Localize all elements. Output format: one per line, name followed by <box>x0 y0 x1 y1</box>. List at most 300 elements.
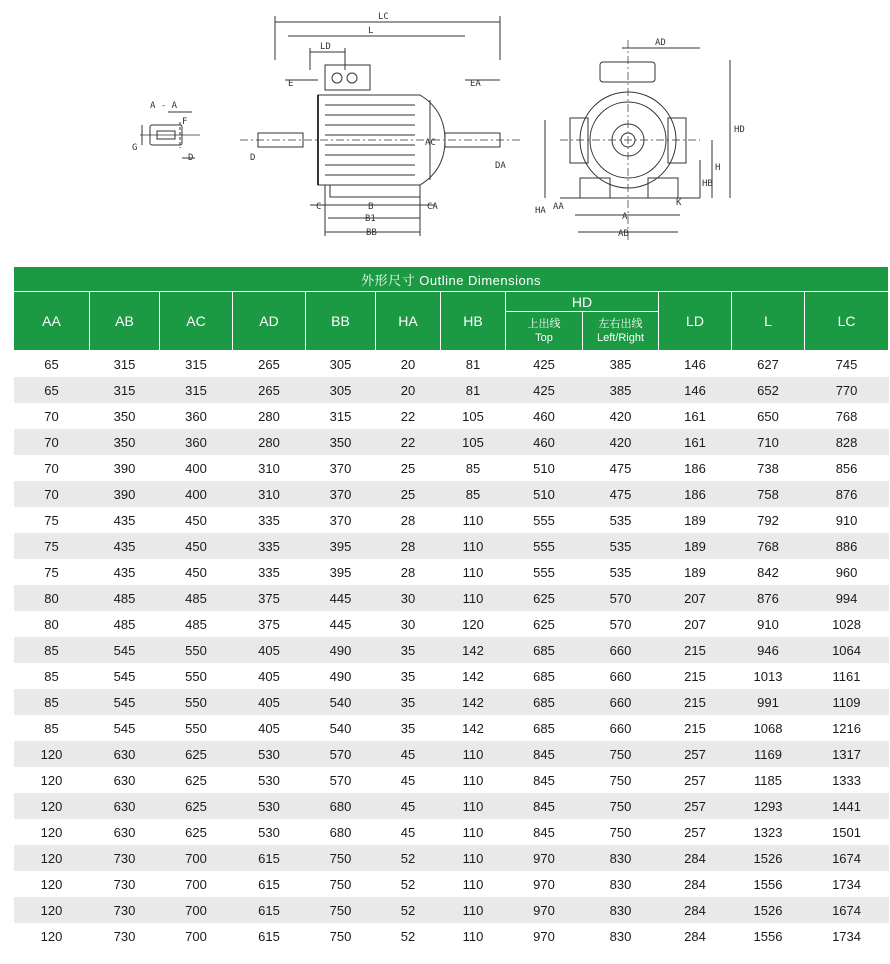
table-cell: 1185 <box>754 772 782 788</box>
motor-end-view <box>545 40 730 240</box>
table-cell: 70 <box>44 408 59 424</box>
table-cell: 75 <box>14 533 90 559</box>
table-cell: 360 <box>160 429 233 455</box>
table-cell: 490 <box>306 637 376 663</box>
table-cell: 315 <box>329 408 352 424</box>
table-cell: 540 <box>329 720 352 736</box>
table-cell: 700 <box>160 845 233 871</box>
table-cell: 758 <box>732 481 805 507</box>
table-cell: 257 <box>684 824 706 840</box>
dim-label-b1: B1 <box>365 214 376 224</box>
hd-side-cn: 左右出线 <box>598 318 643 330</box>
motor-side-view <box>240 16 520 236</box>
table-cell: 189 <box>684 512 706 528</box>
hd-top-cn: 上出线 <box>527 318 561 330</box>
table-cell: 110 <box>441 793 506 819</box>
table-cell: 660 <box>583 689 659 715</box>
table-cell: 52 <box>376 845 441 871</box>
col-subheader-hd-top <box>506 312 583 351</box>
table-cell: 475 <box>609 460 632 476</box>
dim-label-ea: EA <box>470 79 481 89</box>
table-cell: 946 <box>732 637 805 663</box>
table-cell: 110 <box>441 585 506 611</box>
table-cell: 65 <box>14 377 90 403</box>
table-cell: 1734 <box>832 928 861 944</box>
table-cell: 335 <box>233 533 306 559</box>
dim-label-h: H <box>715 163 721 173</box>
col-header-bb: BB <box>306 292 376 351</box>
table-cell: 435 <box>113 564 136 580</box>
table-cell: 700 <box>185 928 207 944</box>
table-cell: 25 <box>400 460 416 476</box>
table-cell: 315 <box>113 356 136 372</box>
table-cell: 750 <box>609 824 632 840</box>
col-header-ab: AB <box>90 292 160 351</box>
table-row <box>14 845 889 871</box>
table-row <box>14 897 889 923</box>
dim-label-aa: AA <box>553 202 564 212</box>
table-cell: 845 <box>506 793 583 819</box>
dim-label-ac: AC <box>425 138 436 148</box>
table-cell: 910 <box>835 512 858 528</box>
table-cell: 545 <box>90 637 160 663</box>
dim-label-e: E <box>288 79 294 89</box>
table-cell: 405 <box>258 720 280 736</box>
table-cell: 630 <box>113 772 136 788</box>
table-cell: 450 <box>185 564 207 580</box>
table-cell: 110 <box>462 564 484 580</box>
table-cell: 1028 <box>832 616 861 632</box>
table-cell: 450 <box>185 512 207 528</box>
table-cell: 625 <box>506 585 583 611</box>
table-cell: 1526 <box>732 845 805 871</box>
table-cell: 20 <box>400 356 416 372</box>
table-cell: 120 <box>40 928 63 944</box>
table-cell: 845 <box>533 772 555 788</box>
table-cell: 1293 <box>732 793 805 819</box>
table-cell: 400 <box>185 460 207 476</box>
table-row <box>14 351 889 378</box>
table-cell: 792 <box>757 512 779 528</box>
table-cell: 700 <box>160 897 233 923</box>
table-cell: 85 <box>44 668 59 684</box>
table-cell: 750 <box>609 772 632 788</box>
table-cell: 886 <box>805 533 889 559</box>
table-cell: 265 <box>233 377 306 403</box>
dim-label-b: B <box>368 202 374 212</box>
table-cell: 830 <box>583 845 659 871</box>
table-cell: 710 <box>732 429 805 455</box>
table-body <box>14 351 889 950</box>
table-cell: 35 <box>400 720 416 736</box>
dim-label-hd: HD <box>734 125 745 135</box>
table-cell: 545 <box>90 689 160 715</box>
table-cell: 120 <box>40 824 63 840</box>
table-cell: 730 <box>90 897 160 923</box>
table-cell: 257 <box>684 772 706 788</box>
table-cell: 207 <box>684 616 706 632</box>
table-cell: 550 <box>185 720 207 736</box>
table-row <box>14 559 889 585</box>
table-cell: 994 <box>805 585 889 611</box>
table-row <box>14 507 889 533</box>
table-cell: 570 <box>306 741 376 767</box>
table-cell: 730 <box>113 928 136 944</box>
table-row <box>14 403 889 429</box>
table-cell: 146 <box>684 356 706 372</box>
table-cell: 475 <box>583 481 659 507</box>
table-cell: 535 <box>609 564 632 580</box>
table-cell: 625 <box>533 616 555 632</box>
table-cell: 189 <box>659 533 732 559</box>
dim-label-f: F <box>182 117 188 127</box>
table-cell: 45 <box>400 824 416 840</box>
table-cell: 550 <box>160 689 233 715</box>
table-cell: 485 <box>160 585 233 611</box>
table-cell: 385 <box>609 356 632 372</box>
dim-label-l: L <box>368 26 374 36</box>
table-cell: 970 <box>533 876 555 892</box>
table-cell: 1064 <box>805 637 889 663</box>
table-cell: 395 <box>329 564 352 580</box>
table-cell: 845 <box>506 741 583 767</box>
table-cell: 660 <box>609 720 632 736</box>
table-cell: 570 <box>329 772 352 788</box>
table-cell: 685 <box>533 720 555 736</box>
table-cell: 110 <box>462 772 484 788</box>
table-row <box>14 793 889 819</box>
table-cell: 530 <box>233 741 306 767</box>
table-cell: 360 <box>185 408 207 424</box>
table-cell: 460 <box>533 408 555 424</box>
table-cell: 186 <box>659 481 732 507</box>
table-cell: 45 <box>376 793 441 819</box>
dim-label-ld: LD <box>320 42 331 52</box>
table-cell: 750 <box>329 928 352 944</box>
dim-label-hb: HB <box>702 179 713 189</box>
table-cell: 660 <box>609 668 632 684</box>
table-cell: 395 <box>306 533 376 559</box>
table-cell: 305 <box>306 377 376 403</box>
table-cell: 1674 <box>805 845 889 871</box>
table-cell: 120 <box>40 876 63 892</box>
table-cell: 370 <box>329 460 352 476</box>
table-row <box>14 741 889 767</box>
table-cell: 460 <box>506 429 583 455</box>
table-cell: 85 <box>441 481 506 507</box>
dim-label-c: C <box>316 202 322 212</box>
table-cell: 685 <box>506 689 583 715</box>
table-cell: 1501 <box>832 824 861 840</box>
table-cell: 52 <box>400 928 416 944</box>
table-cell: 750 <box>583 793 659 819</box>
table-cell: 215 <box>659 689 732 715</box>
table-cell: 142 <box>441 637 506 663</box>
dim-label-g: G <box>132 143 138 153</box>
motor-outline-drawing <box>0 0 890 262</box>
table-cell: 435 <box>90 533 160 559</box>
table-cell: 445 <box>306 585 376 611</box>
table-cell: 120 <box>14 845 90 871</box>
table-cell: 540 <box>306 689 376 715</box>
table-row <box>14 429 889 455</box>
table-cell: 830 <box>609 876 632 892</box>
table-cell: 85 <box>465 460 481 476</box>
table-cell: 315 <box>90 377 160 403</box>
table-cell: 1169 <box>732 741 805 767</box>
table-cell: 105 <box>462 408 484 424</box>
table-row <box>14 689 889 715</box>
table-cell: 120 <box>14 793 90 819</box>
table-cell: 1109 <box>805 689 889 715</box>
col-header-l: L <box>732 292 805 351</box>
col-header-hb: HB <box>441 292 506 351</box>
table-cell: 70 <box>44 460 59 476</box>
table-cell: 856 <box>835 460 858 476</box>
table-cell: 65 <box>44 356 59 372</box>
table-cell: 660 <box>583 637 659 663</box>
table-cell: 970 <box>506 845 583 871</box>
table-cell: 22 <box>376 429 441 455</box>
table-cell: 830 <box>609 928 632 944</box>
dim-label-ca: CA <box>427 202 438 212</box>
table-row <box>14 481 889 507</box>
col-header-hd: HD <box>506 292 659 312</box>
table-cell: 630 <box>113 824 136 840</box>
table-cell: 530 <box>233 793 306 819</box>
table-cell: 1674 <box>805 897 889 923</box>
dim-label-bb: BB <box>366 228 377 238</box>
table-cell: 768 <box>732 533 805 559</box>
table-cell: 1526 <box>732 897 805 923</box>
table-cell: 750 <box>583 741 659 767</box>
table-cell: 215 <box>684 720 706 736</box>
table-cell: 120 <box>462 616 484 632</box>
table-cell: 420 <box>609 408 632 424</box>
table-cell: 650 <box>757 408 779 424</box>
table-cell: 20 <box>376 377 441 403</box>
table-cell: 1441 <box>805 793 889 819</box>
table-cell: 738 <box>757 460 779 476</box>
table-cell: 265 <box>258 356 280 372</box>
table-cell: 545 <box>113 720 136 736</box>
col-header-aa: AA <box>14 292 90 351</box>
table-cell: 120 <box>40 772 63 788</box>
table-cell: 750 <box>329 876 352 892</box>
table-cell: 485 <box>185 616 207 632</box>
table-cell: 435 <box>113 512 136 528</box>
table-cell: 625 <box>185 772 207 788</box>
table-row <box>14 819 889 845</box>
table-cell: 120 <box>14 741 90 767</box>
table-cell: 110 <box>462 928 484 944</box>
table-cell: 284 <box>684 928 706 944</box>
table-cell: 700 <box>185 876 207 892</box>
table-cell: 280 <box>258 408 280 424</box>
shaft-section-detail <box>140 112 200 158</box>
table-cell: 535 <box>609 512 632 528</box>
table-cell: 146 <box>659 377 732 403</box>
dim-label-ha: HA <box>535 206 546 216</box>
table-cell: 615 <box>233 845 306 871</box>
table-cell: 375 <box>258 616 280 632</box>
table-cell: 80 <box>44 616 59 632</box>
table-cell: 730 <box>90 845 160 871</box>
table-cell: 1333 <box>832 772 861 788</box>
hd-top-en: Top <box>535 332 553 344</box>
table-cell: 85 <box>44 720 59 736</box>
col-header-ad: AD <box>233 292 306 351</box>
table-cell: 350 <box>306 429 376 455</box>
dim-label-da: DA <box>495 161 506 171</box>
motor-drawing-svg <box>0 0 890 262</box>
table-cell: 110 <box>462 824 484 840</box>
table-cell: 680 <box>329 824 352 840</box>
table-cell: 305 <box>329 356 352 372</box>
table-row <box>14 585 889 611</box>
table-cell: 425 <box>506 377 583 403</box>
table-cell: 485 <box>90 585 160 611</box>
table-row <box>14 611 889 637</box>
table-cell: 70 <box>14 481 90 507</box>
table-cell: 28 <box>400 512 416 528</box>
table-cell: 510 <box>533 460 555 476</box>
dim-label-d: D <box>250 153 256 163</box>
table-cell: 750 <box>306 845 376 871</box>
table-row <box>14 663 889 689</box>
table-cell: 680 <box>306 793 376 819</box>
table-cell: 189 <box>684 564 706 580</box>
table-cell: 52 <box>376 897 441 923</box>
table-cell: 35 <box>400 668 416 684</box>
table-cell: 615 <box>258 876 280 892</box>
table-cell: 490 <box>329 668 352 684</box>
col-header-lc: LC <box>805 292 889 351</box>
col-header-ac: AC <box>160 292 233 351</box>
table-row <box>14 637 889 663</box>
table-row <box>14 533 889 559</box>
table-cell: 685 <box>506 637 583 663</box>
table-cell: 390 <box>113 460 136 476</box>
table-cell: 110 <box>462 876 484 892</box>
table-cell: 45 <box>376 741 441 767</box>
table-cell: 630 <box>90 741 160 767</box>
table-cell: 390 <box>90 481 160 507</box>
table-cell: 420 <box>583 429 659 455</box>
col-header-ha: HA <box>376 292 441 351</box>
table-cell: 370 <box>306 481 376 507</box>
table-cell: 555 <box>533 512 555 528</box>
table-cell: 85 <box>14 689 90 715</box>
table-cell: 1556 <box>753 876 783 892</box>
table-row <box>14 923 889 949</box>
table-cell: 570 <box>609 616 632 632</box>
table-cell: 405 <box>233 637 306 663</box>
table-cell: 35 <box>376 637 441 663</box>
dim-label-k: K <box>676 198 682 208</box>
outline-dimensions-table <box>13 266 889 949</box>
table-cell: 876 <box>805 481 889 507</box>
table-cell: 630 <box>90 793 160 819</box>
table-cell: 425 <box>533 356 555 372</box>
table-cell: 81 <box>441 377 506 403</box>
table-cell: 207 <box>659 585 732 611</box>
table-cell: 142 <box>462 720 484 736</box>
table-cell: 110 <box>441 897 506 923</box>
table-cell: 1013 <box>753 668 783 684</box>
table-row <box>14 455 889 481</box>
table-cell: 830 <box>583 897 659 923</box>
table-cell: 555 <box>506 533 583 559</box>
table-cell: 1161 <box>832 668 861 684</box>
table-cell: 1317 <box>805 741 889 767</box>
table-cell: 615 <box>258 928 280 944</box>
table-cell: 110 <box>462 512 484 528</box>
table-cell: 970 <box>533 928 555 944</box>
table-cell: 627 <box>757 356 779 372</box>
table-cell: 625 <box>185 824 207 840</box>
table-cell: 310 <box>233 481 306 507</box>
table-row <box>14 767 889 793</box>
table-cell: 284 <box>659 845 732 871</box>
table-cell: 75 <box>44 512 59 528</box>
table-cell: 555 <box>533 564 555 580</box>
table-cell: 110 <box>441 845 506 871</box>
table-cell: 1734 <box>832 876 861 892</box>
table-cell: 310 <box>258 460 280 476</box>
table-cell: 768 <box>835 408 858 424</box>
table-cell: 85 <box>14 637 90 663</box>
table-cell: 22 <box>400 408 416 424</box>
table-cell: 161 <box>659 429 732 455</box>
table-cell: 745 <box>835 356 858 372</box>
table-cell: 730 <box>113 876 136 892</box>
table-cell: 81 <box>465 356 481 372</box>
table-cell: 161 <box>684 408 706 424</box>
table-cell: 445 <box>329 616 352 632</box>
table-cell: 284 <box>659 897 732 923</box>
table-cell: 370 <box>329 512 352 528</box>
table-cell: 215 <box>684 668 706 684</box>
col-subheader-hd-side <box>583 312 659 351</box>
table-cell: 570 <box>583 585 659 611</box>
table-cell: 400 <box>160 481 233 507</box>
table-cell: 257 <box>659 793 732 819</box>
table-cell: 685 <box>533 668 555 684</box>
table-cell: 1216 <box>832 720 861 736</box>
table-cell: 142 <box>462 668 484 684</box>
col-header-ld: LD <box>659 292 732 351</box>
dim-label-a: A <box>622 212 628 222</box>
table-cell: 257 <box>659 741 732 767</box>
table-cell: 30 <box>400 616 416 632</box>
table-cell: 770 <box>805 377 889 403</box>
table-cell: 615 <box>233 897 306 923</box>
table-row <box>14 871 889 897</box>
table-cell: 280 <box>233 429 306 455</box>
table-cell: 52 <box>400 876 416 892</box>
table-cell: 485 <box>113 616 136 632</box>
table-cell: 530 <box>258 824 280 840</box>
table-cell: 186 <box>684 460 706 476</box>
dim-label-d-section: D <box>188 153 194 163</box>
table-cell: 28 <box>400 564 416 580</box>
table-cell: 550 <box>185 668 207 684</box>
dim-label-ad: AD <box>655 38 666 48</box>
table-cell: 335 <box>258 564 280 580</box>
section-label: A - A <box>150 101 178 111</box>
table-cell: 110 <box>441 741 506 767</box>
